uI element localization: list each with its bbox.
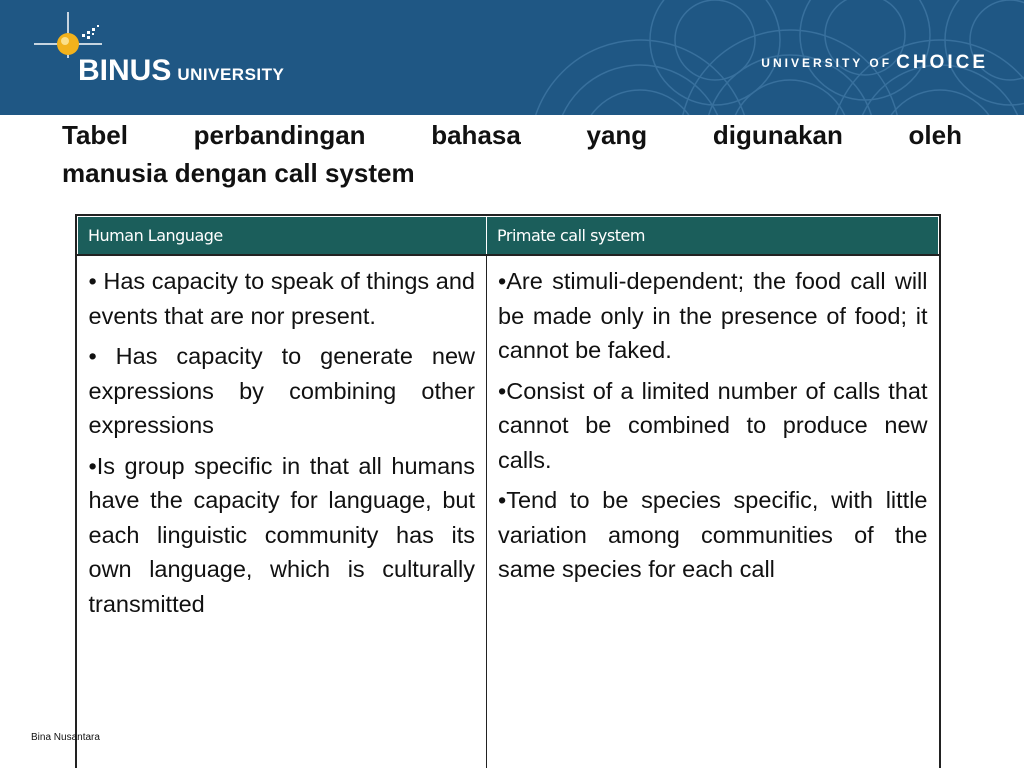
tagline-prefix: UNIVERSITY OF xyxy=(761,56,893,70)
title-line-2: manusia dengan call system xyxy=(62,158,415,188)
primate-call-cell xyxy=(487,255,939,768)
binus-logo-icon xyxy=(28,10,108,60)
comparison-table xyxy=(75,214,941,768)
title-line-1: Tabel perbandingan bahasa yang digunakan oleh xyxy=(62,120,962,150)
brand-name: BINUS xyxy=(78,54,172,87)
header-primate-call-system: Primate call system xyxy=(487,217,939,256)
list-item: • Has capacity to speak of things and events that are nor present. xyxy=(88,268,475,329)
header-human-language: Human Language xyxy=(78,217,487,256)
human-language-cell xyxy=(78,255,487,768)
header-banner xyxy=(0,0,1024,115)
footer-text: Bina Nusantara xyxy=(31,732,100,743)
list-item: •Are stimuli-dependent; the food call will be made only in the presence of food; it cannot be faked. xyxy=(498,268,928,363)
binus-logo-wordmark xyxy=(78,54,284,88)
brand-suffix: UNIVERSITY xyxy=(177,65,285,84)
tagline xyxy=(761,52,988,74)
table-row xyxy=(78,255,939,768)
list-item: •Consist of a limited number of calls that cannot be combined to produce new calls. xyxy=(498,377,928,473)
slide-title xyxy=(62,116,962,192)
list-item: • Has capacity to generate new expressions by combining other expressions xyxy=(88,343,475,438)
table-header-row xyxy=(78,217,939,256)
tagline-word: CHOICE xyxy=(896,52,988,73)
list-item: •Is group specific in that all humans have the capacity for language, but each linguistic community has its own language, which is culturally transmitted xyxy=(88,452,475,617)
list-item: •Tend to be species specific, with little variation among communities of the same species for each call xyxy=(498,487,928,582)
